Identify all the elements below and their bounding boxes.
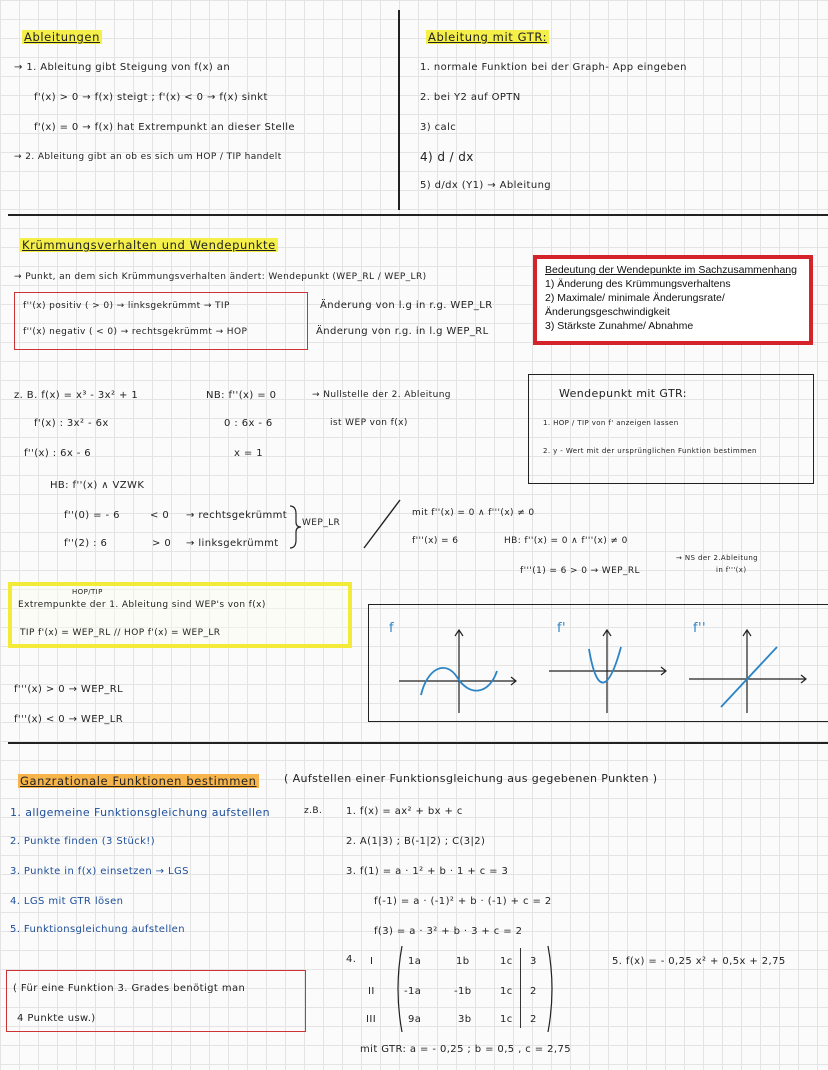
beispiel-hb1-b: < 0: [150, 510, 170, 521]
ableitungen-line-1: → 1. Ableitung gibt Steigung von f(x) an: [14, 62, 231, 73]
beispiel-hb2-a: f''(2) : 6: [64, 538, 108, 549]
bedeutung-item-1: 1) Änderung des Krümmungsverhaltens: [545, 278, 731, 290]
graph-f-double-prime: [687, 625, 807, 715]
ganz-example-3c: f(3) = a · 3² + b · 3 + c = 2: [374, 926, 523, 937]
mit-f-line-2b: HB: f''(x) = 0 ∧ f'''(x) ≠ 0: [504, 536, 628, 546]
matrix-cell: 2: [530, 1014, 537, 1025]
mit-f-line-2a: f'''(x) = 6: [412, 536, 459, 546]
kruemmung-red-row-2: f''(x) negativ ( < 0) → rechtsgekrümmt → HOP: [23, 327, 248, 337]
ableitungen-line-3: f'(x) = 0 → f(x) hat Extrempunkt an dieser Stelle: [34, 122, 295, 133]
beispiel-f1: f'(x) : 3x² - 6x: [34, 418, 109, 429]
ganz-step-5: 5. Funktionsgleichung aufstellen: [10, 924, 185, 935]
graph-f: [397, 625, 517, 715]
extrem-box: [8, 582, 352, 648]
matrix-row-label: III: [366, 1014, 377, 1025]
ganz-title: [18, 774, 259, 788]
aenderung-rl: Änderung von r.g. in l.g WEP_RL: [316, 326, 489, 337]
ganz-step-1: 1. allgemeine Funktionsgleichung aufstellen: [10, 806, 270, 819]
graph-panel: [368, 604, 828, 722]
matrix-cell: -1b: [454, 986, 472, 997]
matrix-cell: 1a: [408, 956, 422, 967]
beispiel-nullstelle-1: → Nullstelle der 2. Ableitung: [312, 390, 451, 400]
beispiel-nullstelle-2: ist WEP von f(x): [330, 418, 408, 428]
matrix-cell: 1c: [500, 986, 513, 997]
extrem-super: HOP/TIP: [72, 588, 103, 596]
mit-f-line-1: mit f''(x) = 0 ∧ f'''(x) ≠ 0: [412, 508, 535, 518]
ganz-step-3: 3. Punkte in f(x) einsetzen → LGS: [10, 866, 189, 877]
gtr-title: [426, 30, 549, 44]
gtr-step-4: 4) d / dx: [420, 150, 474, 164]
beispiel-hb1-a: f''(0) = - 6: [64, 510, 120, 521]
ableitungen-title: [22, 30, 102, 44]
top-divider: [398, 10, 400, 210]
beispiel-nb-2: 0 : 6x - 6: [224, 418, 273, 429]
kruemmung-red-box: [14, 292, 308, 350]
ganz-title-text: Ganzrationale Funktionen bestimmen: [20, 774, 257, 788]
ganz-step-2: 2. Punkte finden (3 Stück!): [10, 836, 155, 847]
ganz-note-1: ( Für eine Funktion 3. Grades benötigt man: [13, 983, 246, 994]
extrem-line-1: Extrempunkte der 1. Ableitung sind WEP's von f(x): [18, 600, 266, 610]
bedeutung-item-2: 2) Maximale/ minimale Änderungsrate/: [545, 292, 725, 304]
beispiel-f: z. B. f(x) = x³ - 3x² + 1: [14, 390, 139, 401]
bedeutung-item-3: Änderungsgeschwindigkeit: [545, 306, 670, 318]
bedeutung-content: [545, 263, 797, 333]
ganz-example-4-label: 4.: [346, 954, 357, 965]
bedeutung-box: [533, 255, 813, 345]
wendepunkt-gtr-box: [528, 374, 814, 484]
kruemmung-line-1: → Punkt, an dem sich Krümmungsverhalten ändert: Wendepunkt (WEP_RL / WEP_LR): [14, 272, 427, 282]
graph-f-prime: [547, 625, 667, 715]
drittel-line-1: f'''(x) > 0 → WEP_RL: [14, 684, 124, 695]
matrix-cell: 1b: [456, 956, 470, 967]
matrix-cell: 1c: [500, 956, 513, 967]
beispiel-wep: WEP_LR: [302, 518, 341, 528]
drittel-line-2: f'''(x) < 0 → WEP_LR: [14, 714, 124, 725]
matrix-cell: 3b: [458, 1014, 472, 1025]
beispiel-f2: f''(x) : 6x - 6: [24, 448, 92, 459]
mit-f-note-1: → NS der 2.Ableitung: [676, 554, 759, 562]
wendepunkt-gtr-step-2: 2. y - Wert mit der ursprünglichen Funktion bestimmen: [543, 447, 757, 455]
ganz-step-4: 4. LGS mit GTR lösen: [10, 896, 124, 907]
bedeutung-item-4: 3) Stärkste Zunahme/ Abnahme: [545, 320, 694, 332]
matrix-cell: 2: [530, 986, 537, 997]
graph-label-f2: f'': [693, 621, 706, 636]
ableitungen-title-text: Ableitungen: [24, 30, 100, 44]
ganz-note-2: 4 Punkte usw.): [17, 1013, 96, 1024]
mit-f-line-3: f'''(1) = 6 > 0 → WEP_RL: [520, 566, 640, 576]
matrix-bracket-left: [392, 944, 404, 1034]
ganz-mit-gtr: mit GTR: a = - 0,25 ; b = 0,5 , c = 2,75: [360, 1044, 571, 1055]
matrix-row-label: I: [370, 956, 374, 967]
matrix-cell: 9a: [408, 1014, 422, 1025]
wendepunkt-gtr-step-1: 1. HOP / TIP von f' anzeigen lassen: [543, 419, 679, 427]
beispiel-hb: HB: f''(x) ∧ VZWK: [50, 480, 145, 491]
kruemmung-title: [20, 238, 278, 252]
ganz-note-box: [6, 970, 306, 1032]
matrix-bracket-right: [546, 944, 558, 1034]
beispiel-nb-3: x = 1: [234, 448, 264, 459]
aenderung-lr: Änderung von l.g in r.g. WEP_LR: [320, 300, 493, 311]
matrix-cell: 3: [530, 956, 537, 967]
extrem-line-2: TIP f'(x) = WEP_RL // HOP f'(x) = WEP_LR: [20, 628, 221, 638]
ganz-zb: z.B.: [304, 806, 323, 816]
slash-divider: [362, 498, 402, 550]
graph-label-f: f: [389, 621, 394, 636]
ganz-example-5: 5. f(x) = - 0,25 x² + 0,5x + 2,75: [612, 956, 786, 967]
ableitungen-line-4: → 2. Ableitung gibt an ob es sich um HOP / TIP handelt: [14, 152, 282, 162]
gtr-step-1: 1. normale Funktion bei der Graph- App eingeben: [420, 62, 687, 73]
beispiel-hb2-c: → linksgekrümmt: [186, 538, 279, 549]
beispiel-nb: NB: f''(x) = 0: [206, 390, 277, 401]
section-divider-2: [8, 742, 828, 744]
graph-label-f1: f': [557, 621, 566, 636]
matrix-augment-bar: [520, 948, 521, 1028]
beispiel-hb1-c: → rechtsgekrümmt: [186, 510, 288, 521]
wendepunkt-gtr-title: Wendepunkt mit GTR:: [559, 387, 687, 400]
section-divider-1: [8, 214, 828, 216]
ganz-subtitle: ( Aufstellen einer Funktionsgleichung aus gegebenen Punkten ): [284, 772, 658, 785]
ganz-example-2: 2. A(1|3) ; B(-1|2) ; C(3|2): [346, 836, 486, 847]
bedeutung-heading: Bedeutung der Wendepunkte im Sachzusammenhang: [545, 264, 797, 276]
matrix-row-label: II: [368, 986, 375, 997]
curly-brace-icon: [288, 504, 302, 550]
ganz-example-3: 3. f(1) = a · 1² + b · 1 + c = 3: [346, 866, 509, 877]
ableitungen-line-2: f'(x) > 0 → f(x) steigt ; f'(x) < 0 → f(x) sinkt: [34, 92, 268, 103]
ganz-example-3b: f(-1) = a · (-1)² + b · (-1) + c = 2: [374, 896, 552, 907]
ganz-example-1: 1. f(x) = ax² + bx + c: [346, 806, 463, 817]
mit-f-note-2: in f'''(x): [716, 566, 747, 574]
kruemmung-title-text: Krümmungsverhalten und Wendepunkte: [22, 238, 276, 252]
kruemmung-red-row-1: f''(x) positiv ( > 0) → linksgekrümmt → TIP: [23, 301, 230, 311]
matrix-cell: -1a: [404, 986, 422, 997]
matrix-cell: 1c: [500, 1014, 513, 1025]
gtr-step-2: 2. bei Y2 auf OPTN: [420, 92, 521, 103]
gtr-step-3: 3) calc: [420, 122, 457, 133]
gtr-step-5: 5) d/dx (Y1) → Ableitung: [420, 180, 552, 191]
gtr-title-text: Ableitung mit GTR:: [428, 30, 548, 44]
beispiel-hb2-b: > 0: [152, 538, 172, 549]
